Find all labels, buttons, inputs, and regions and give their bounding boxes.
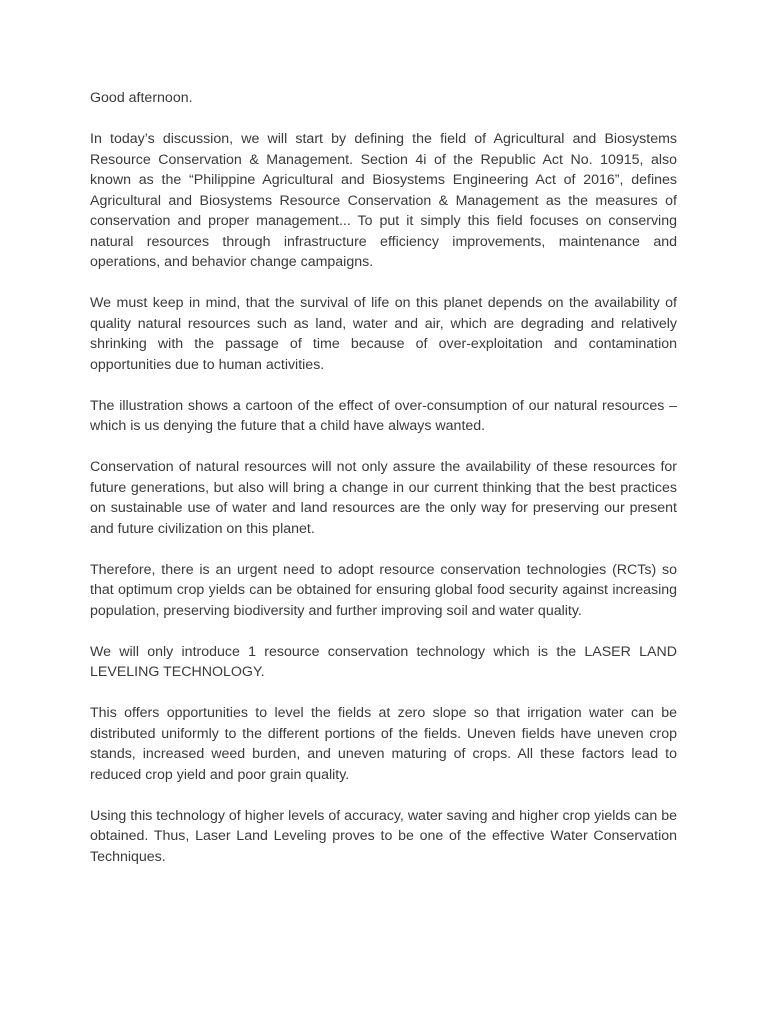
paragraph-rct: Therefore, there is an urgent need to adopt resource conservation technologies (RCTs) so that optimum crop yields can be obtained for ensuring global food security against increasing population, preserving biodiversity and further improving soil and water quality. (90, 561, 677, 619)
paragraph-conservation: Conservation of natural resources will not only assure the availability of these resources for future generations, but also will bring a change in our current thinking that the best practices on sustainable use of water and land resources are the only way for preserving our present and future civilization on this planet. (90, 459, 677, 537)
paragraph-zero-slope: This offers opportunities to level the fields at zero slope so that irrigation water can be distributed uniformly to the different portions of the fields. Uneven fields have uneven crop stands, increased weed burden, and uneven maturing of crops. All these factors lead to reduced crop yield and poor grain quality. (90, 705, 677, 783)
paragraph-illustration: The illustration shows a cartoon of the effect of over-consumption of our natural resources – which is us denying the future that a child have always wanted. (90, 397, 677, 434)
paragraph-survival: We must keep in mind, that the survival of life on this planet depends on the availability of quality natural resources such as land, water and air, which are degrading and relatively shrinking with the passage of time because of over-exploitation and contamination opportunities due to human activities. (90, 295, 677, 373)
document-page (90, 88, 677, 888)
paragraph-laser-intro: We will only introduce 1 resource conservation technology which is the LASER LAND LEVELING TECHNOLOGY. (90, 643, 677, 680)
greeting-text: Good afternoon. (90, 90, 193, 106)
paragraph-definition: In today’s discussion, we will start by defining the field of Agricultural and Biosystems Resource Conservation & Management. Section 4i of the Republic Act No. 10915, also known as the “Philippine Agricultural and Biosystems Engineering Act of 2016”, defines Agricultural and Biosystems Resource Conservation & Management as the measures of conservation and proper management... To put it simply this field focuses on conserving natural resources through infrastructure efficiency improvements, maintenance and operations, and behavior change campaigns. (90, 131, 677, 270)
paragraph-conclusion: Using this technology of higher levels of accuracy, water saving and higher crop yields can be obtained. Thus, Laser Land Leveling proves to be one of the effective Water Conservation Techniques. (90, 807, 677, 865)
